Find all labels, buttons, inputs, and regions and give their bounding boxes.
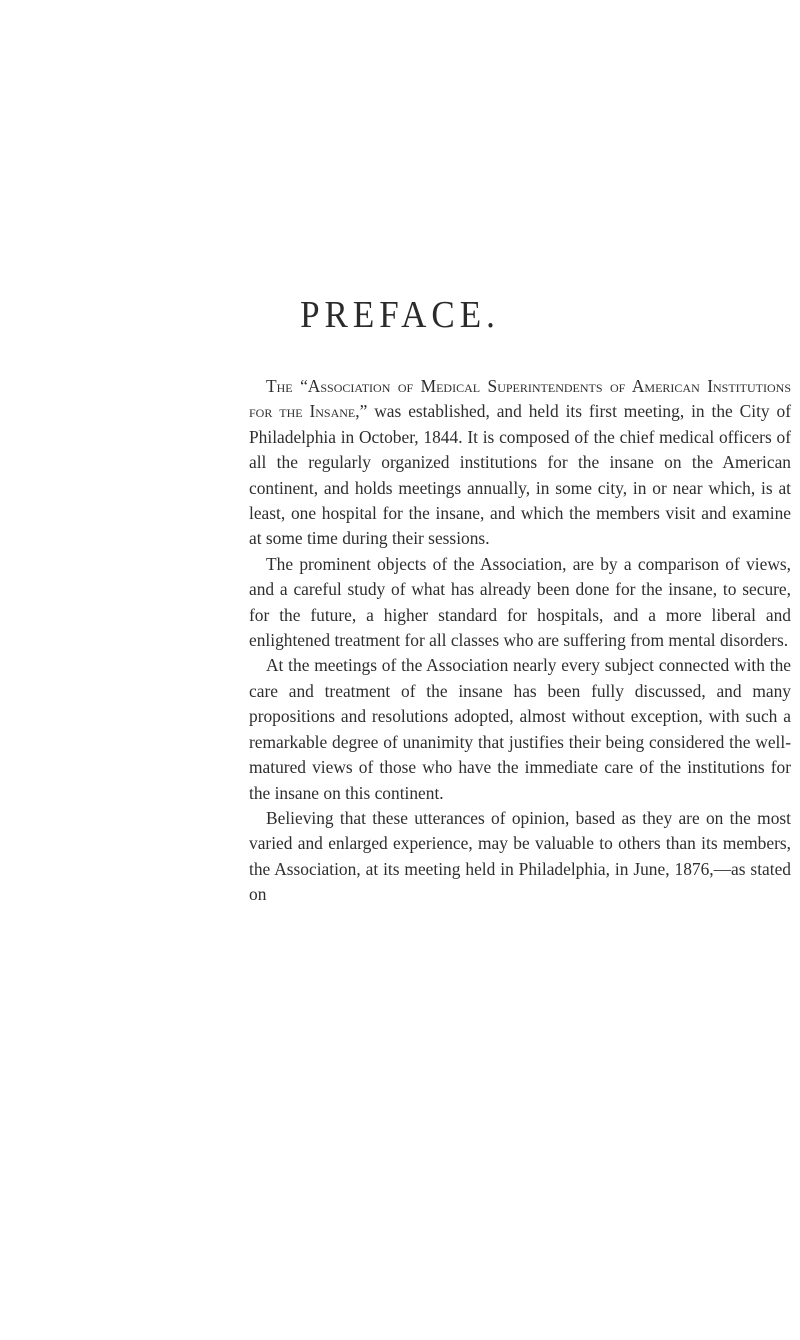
paragraph-2 xyxy=(249,552,791,654)
paragraph-4 xyxy=(249,806,791,908)
paragraph-2-text: The prominent objects of the Association, are by a comparison of views, and a careful study of what has already been done for the insane, to secure, for the future, a higher standard for hospitals, and a more liberal and enlightened treatment for all classes who are suffering from mental disorders. xyxy=(249,553,791,651)
paragraph-3 xyxy=(249,653,791,805)
paragraph-1 xyxy=(249,374,791,552)
preface-body xyxy=(249,374,791,908)
paragraph-3-text: At the meetings of the Association nearly every subject connected with the care and treatment of the insane has been fully discussed, and many propositions and resolutions adopted, almost without exception, with such a remarkable degree of unanimity that justifies their being considered the well-matured views of those who have the immediate care of the institutions for the insane on this continent. xyxy=(249,655,791,803)
paragraph-1-lead: The “Association of Medical Superintendents of American Institutions for the Insane,” xyxy=(249,376,791,422)
paragraph-4-text: Believing that these utterances of opinion, based as they are on the most varied and enlarged experience, may be valuable to others than its members, the Association, at its meeting held in Philadelphia, in June, 1876,—as stated on xyxy=(249,807,791,905)
paragraph-1-text: was established, and held its first meeting, in the City of Philadelphia in October, 1844. It is composed of the chief medical officers of all the regularly organized institutions for the insane on the American continent, and holds meetings annually, in some city, in or near which, is at least, one hospital for the insane, and which the members visit and examine at some time during their sessions. xyxy=(249,401,791,549)
page-title: PREFACE. xyxy=(300,293,500,336)
